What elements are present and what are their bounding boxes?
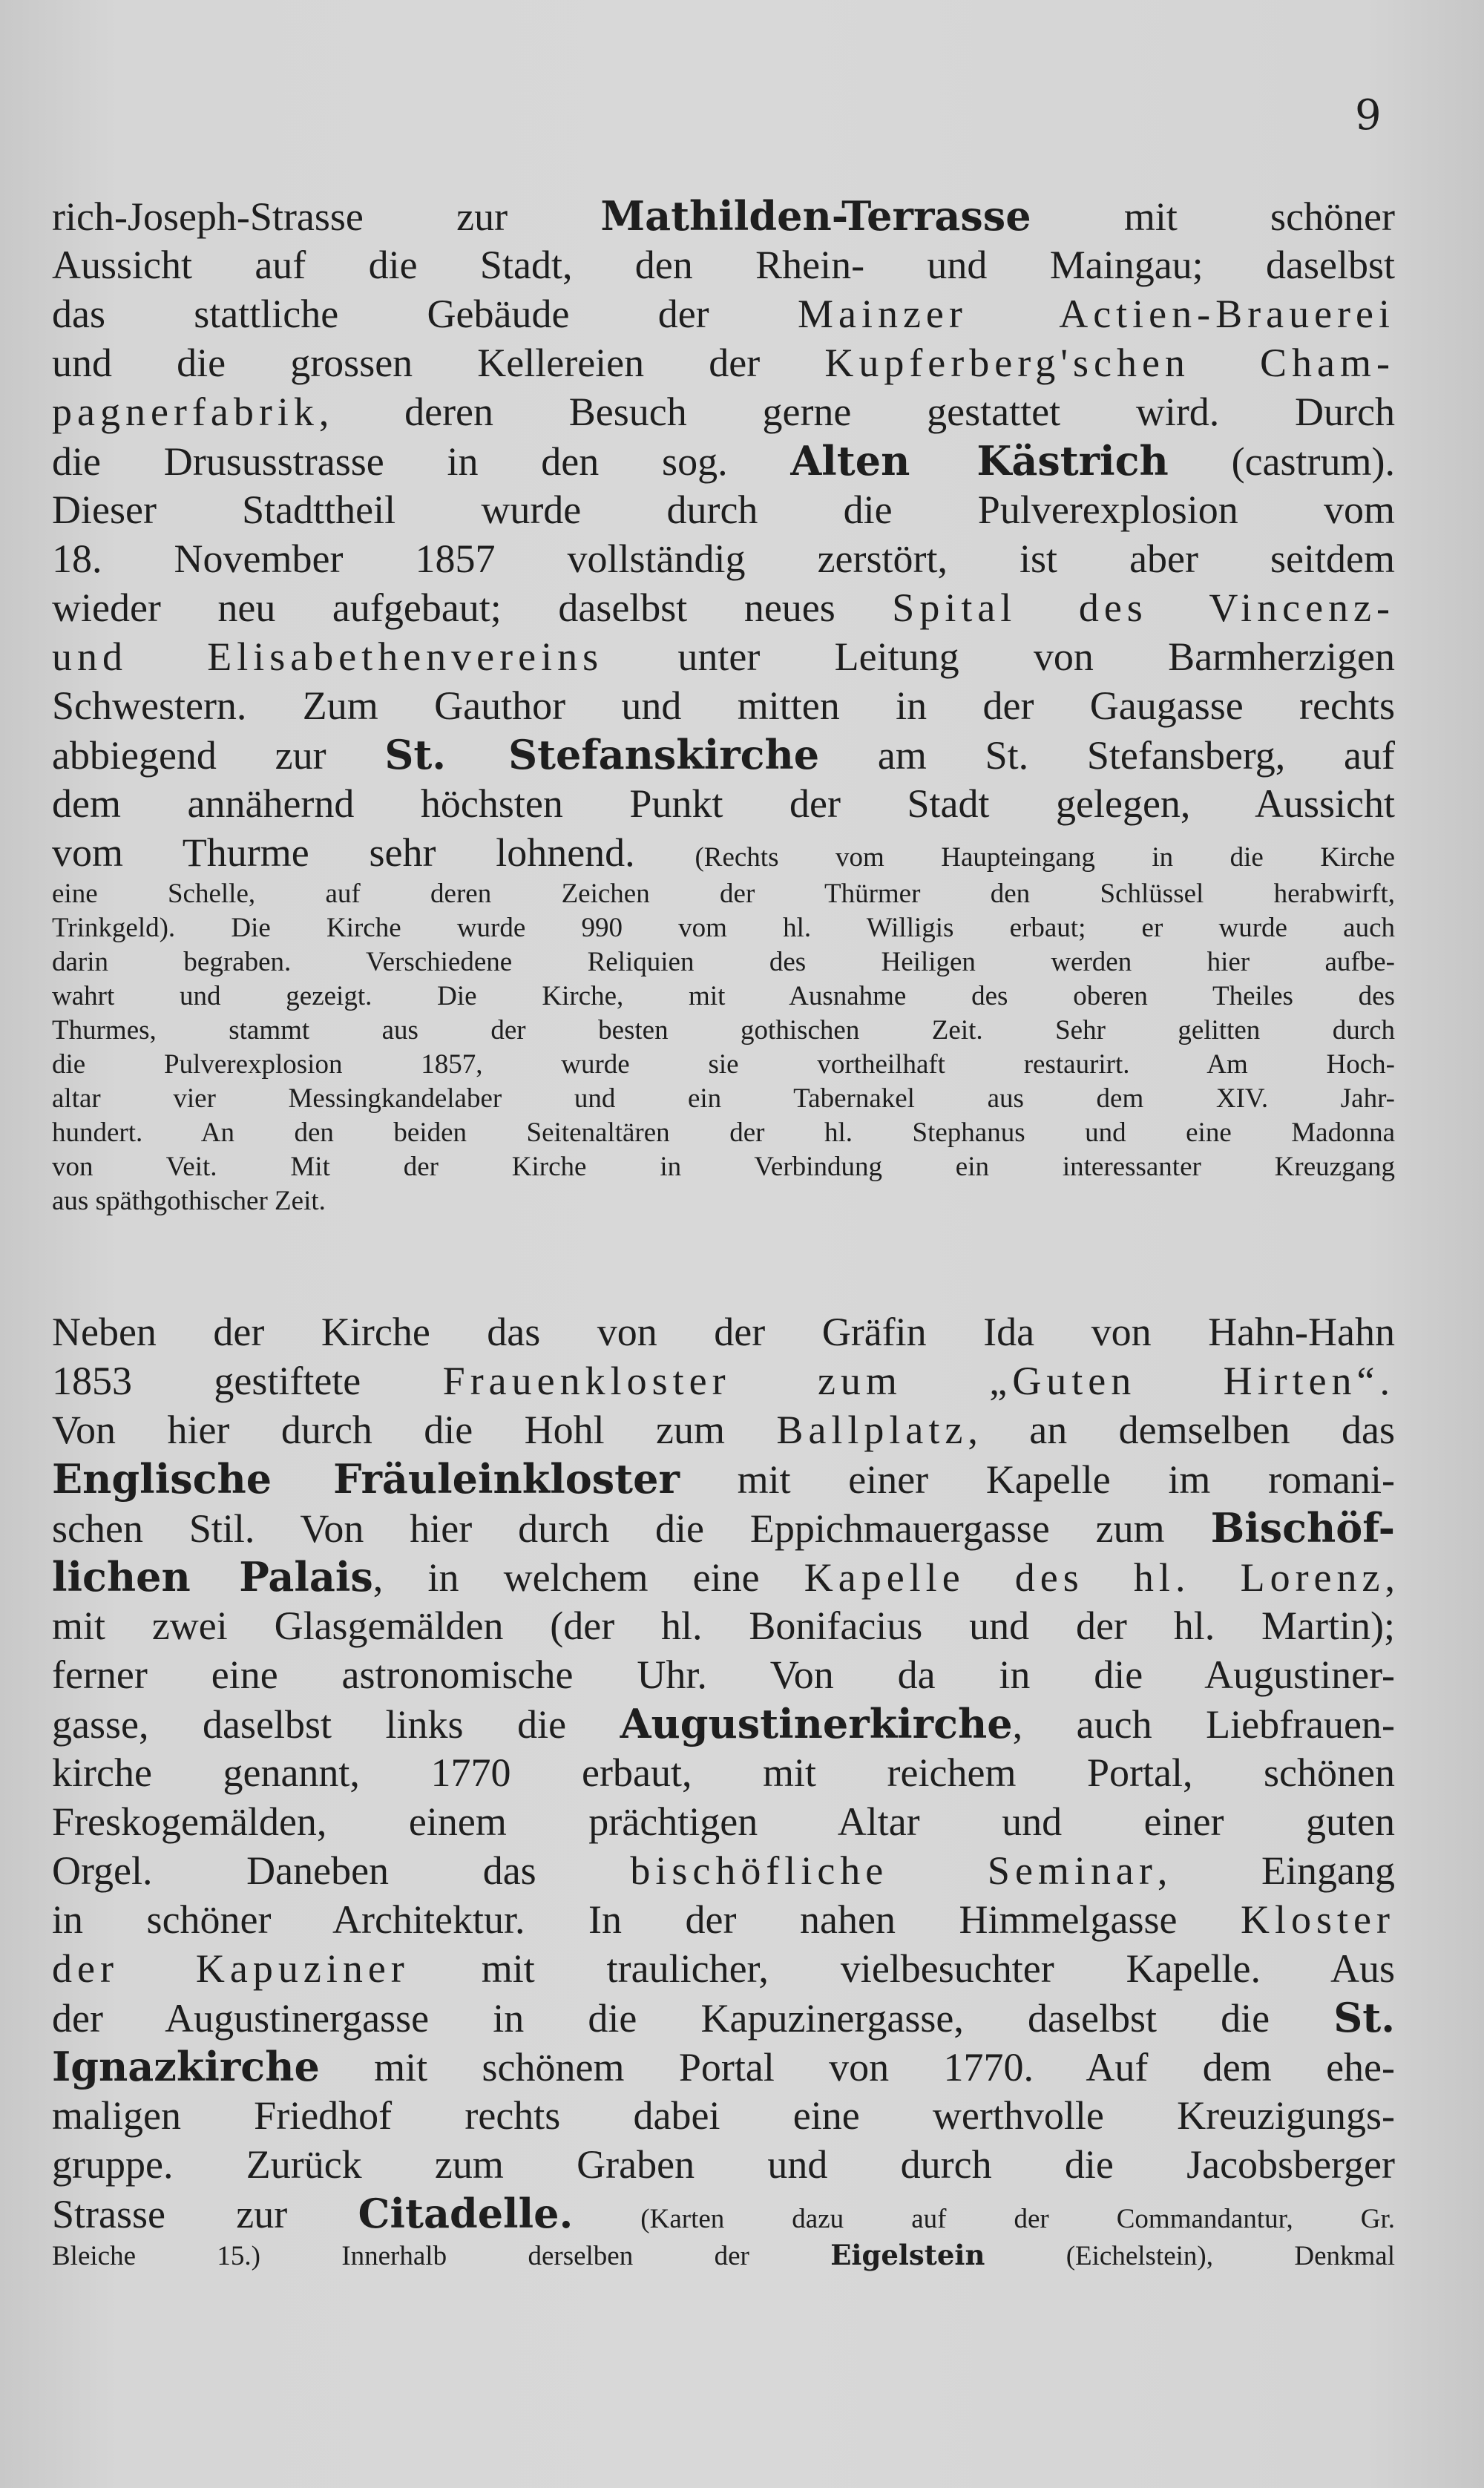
highlighted-place-name: St. Stefanskirche xyxy=(384,731,820,778)
text-line xyxy=(52,1356,1395,1405)
text-line xyxy=(52,2042,1395,2091)
text-line xyxy=(52,1552,1395,1601)
text-line xyxy=(52,583,1395,632)
small-print-line: die Pulverexplosion 1857, wurde sie vortheilhaft restaurirt. Am Hoch- xyxy=(52,1049,1395,1080)
text-segment: Strasse zur xyxy=(52,2192,358,2236)
spaced-name: Mainzer Actien-Brauerei xyxy=(797,292,1395,336)
text-segment: , xyxy=(1385,1555,1395,1600)
spaced-name: Kloster xyxy=(1241,1897,1395,1942)
text-segment: 18. November 1857 vollständig zerstört, ist aber seitdem xyxy=(52,536,1395,581)
page-number: 9 xyxy=(1355,91,1382,140)
paragraph-mathilden-terrasse xyxy=(52,191,1395,1218)
text-segment: und die grossen Kellereien der xyxy=(52,341,825,385)
paragraph-frauenkloster xyxy=(52,1307,1395,2272)
text-segment: , in welchem eine xyxy=(372,1555,804,1600)
text-line xyxy=(52,828,1395,877)
small-print-line: altar vier Messingkandelaber und ein Tabernakel aus dem XIV. Jahr- xyxy=(52,1083,1395,1114)
spaced-name: Ballplatz xyxy=(776,1408,968,1452)
text-segment: , an demselben das xyxy=(968,1408,1395,1452)
text-line xyxy=(52,338,1395,387)
text-line xyxy=(52,1797,1395,1846)
text-segment: gasse, daselbst links die xyxy=(52,1702,620,1747)
highlighted-place-name: Citadelle. xyxy=(358,2190,574,2237)
text-segment: , Eingang xyxy=(1157,1848,1395,1893)
text-segment: rich-Joseph-Strasse zur xyxy=(52,194,601,239)
highlighted-place-name: Englische Fräuleinkloster xyxy=(52,1455,680,1503)
highlighted-place-name: Bischöf- xyxy=(1210,1504,1395,1552)
text-segment: Schwestern. Zum Gauthor und mitten in der Gaugasse rechts xyxy=(52,683,1395,728)
text-line xyxy=(52,1307,1395,1356)
text-segment: Aussicht auf die Stadt, den Rhein- und Maingau; daselbst xyxy=(52,243,1395,287)
text-line xyxy=(52,1846,1395,1895)
text-line xyxy=(52,1944,1395,1993)
text-segment: Von hier durch die Hohl zum xyxy=(52,1408,777,1452)
text-line xyxy=(52,632,1395,681)
text-segment: Neben der Kirche das von der Gräfin Ida von Hahn-Hahn xyxy=(52,1310,1395,1354)
highlighted-place-name: Alten Kästrich xyxy=(790,437,1169,485)
spaced-name: der Kapuziner xyxy=(52,1946,410,1991)
text-segment: mit schönem Portal von 1770. Auf dem ehe- xyxy=(319,2045,1395,2090)
text-segment: wieder neu aufgebaut; daselbst neues xyxy=(52,585,893,630)
text-segment: mit zwei Glasgemälden (der hl. Bonifacius und der hl. Martin); xyxy=(52,1604,1395,1648)
text-segment: mit einer Kapelle im romani- xyxy=(679,1457,1395,1502)
text-line xyxy=(52,534,1395,583)
small-print-line: darin begraben. Verschiedene Reliquien des Heiligen werden hier aufbe- xyxy=(52,947,1395,977)
text-line xyxy=(52,1503,1395,1552)
small-print-line: wahrt und gezeigt. Die Kirche, mit Ausnahme des oberen Theiles des xyxy=(52,981,1395,1011)
spaced-name: Frauenkloster zum „Guten Hirten“. xyxy=(442,1359,1395,1403)
small-print-line: aus späthgothischer Zeit. xyxy=(52,1186,326,1216)
text-line xyxy=(52,2140,1395,2189)
text-line xyxy=(52,289,1395,338)
text-segment: gruppe. Zurück zum Graben und durch die Jacobsberger xyxy=(52,2142,1395,2187)
text-line xyxy=(52,436,1395,485)
text-line xyxy=(52,191,1395,240)
text-segment: unter Leitung von Barmherzigen xyxy=(603,634,1395,679)
highlighted-place-name: St. xyxy=(1333,1994,1395,2041)
spaced-name: Kupferberg'schen Cham- xyxy=(824,341,1395,385)
text-segment: dem annähernd höchsten Punkt der Stadt gelegen, Aussicht xyxy=(52,781,1395,826)
text-segment: , auch Liebfrauen- xyxy=(1012,1702,1395,1747)
text-segment: mit traulicher, vielbesuchter Kapelle. Aus xyxy=(409,1946,1395,1991)
text-segment: schen Stil. Von hier durch die Eppichmauergasse zum xyxy=(52,1506,1211,1551)
text-line xyxy=(52,387,1395,436)
text-segment: am St. Stefansberg, auf xyxy=(819,733,1395,778)
text-line xyxy=(52,1601,1395,1650)
text-segment: , deren Besuch gerne gestattet wird. Durch xyxy=(318,390,1395,434)
text-line xyxy=(52,730,1395,779)
text-line xyxy=(52,1650,1395,1699)
small-print-line: von Veit. Mit der Kirche in Verbindung ein interessanter Kreuzgang xyxy=(52,1152,1395,1182)
spaced-name: pagnerfabrik xyxy=(52,390,319,434)
text-segment: (Eichelstein), Denkmal xyxy=(985,2241,1395,2271)
text-segment: Freskogemälden, einem prächtigen Altar und einer guten xyxy=(52,1799,1395,1844)
text-line xyxy=(52,1748,1395,1797)
text-segment: maligen Friedhof rechts dabei eine werthvolle Kreuzigungs- xyxy=(52,2093,1395,2138)
text-segment: 1853 gestiftete xyxy=(52,1359,443,1403)
text-line xyxy=(52,1405,1395,1454)
text-segment: abbiegend zur xyxy=(52,733,385,778)
text-segment: mit schöner xyxy=(1031,194,1395,239)
text-segment: vom Thurme sehr lohnend. xyxy=(52,830,695,875)
small-print-line: hundert. An den beiden Seitenaltären der hl. Stephanus und eine Madonna xyxy=(52,1117,1395,1148)
text-line xyxy=(52,240,1395,289)
small-print-line: eine Schelle, auf deren Zeichen der Thürmer den Schlüssel herabwirft, xyxy=(52,879,1395,909)
small-print-line: Trinkgeld). Die Kirche wurde 990 vom hl. Willigis erbaut; er wurde auch xyxy=(52,913,1395,943)
spaced-name: Kapelle des hl. Lorenz xyxy=(804,1555,1385,1600)
text-line xyxy=(52,1699,1395,1748)
highlighted-place-name: lichen Palais xyxy=(52,1553,373,1601)
highlighted-place-name: Ignazkirche xyxy=(52,2043,320,2090)
highlighted-place-name: Eigelstein xyxy=(830,2239,985,2271)
spaced-name: bischöfliche Seminar xyxy=(630,1848,1158,1893)
spaced-name: und Elisabethenvereins xyxy=(52,634,604,679)
text-segment: kirche genannt, 1770 erbaut, mit reichem Portal, schönen xyxy=(52,1750,1395,1795)
text-line xyxy=(52,1454,1395,1503)
text-segment: Bleiche 15.) Innerhalb derselben der xyxy=(52,2241,831,2271)
text-segment: (castrum). xyxy=(1168,439,1395,484)
text-segment: Orgel. Daneben das xyxy=(52,1848,631,1893)
highlighted-place-name: Mathilden-Terrasse xyxy=(600,192,1031,240)
text-segment: die Drususstrasse in den sog. xyxy=(52,439,791,484)
text-line xyxy=(52,2238,1395,2272)
text-segment: Dieser Stadttheil wurde durch die Pulverexplosion vom xyxy=(52,488,1395,532)
text-line xyxy=(52,485,1395,534)
text-segment: das stattliche Gebäude der xyxy=(52,292,798,336)
text-line xyxy=(52,1993,1395,2042)
text-line xyxy=(52,2189,1395,2238)
text-segment: der Augustinergasse in die Kapuzinergasse, daselbst die xyxy=(52,1996,1334,2041)
text-line xyxy=(52,681,1395,730)
text-segment: (Rechts vom Haupteingang in die Kirche xyxy=(695,842,1395,873)
text-line xyxy=(52,2091,1395,2140)
spaced-name: Spital des Vincenz- xyxy=(892,585,1395,630)
small-print-line: Thurmes, stammt aus der besten gothischen Zeit. Sehr gelitten durch xyxy=(52,1015,1395,1046)
text-segment: ferner eine astronomische Uhr. Von da in die Augustiner- xyxy=(52,1652,1395,1697)
text-segment: in schöner Architektur. In der nahen Himmelgasse xyxy=(52,1897,1241,1942)
text-line xyxy=(52,1895,1395,1944)
text-line xyxy=(52,779,1395,828)
highlighted-place-name: Augustinerkirche xyxy=(620,1700,1013,1747)
text-segment: (Karten dazu auf der Commandantur, Gr. xyxy=(573,2204,1395,2234)
